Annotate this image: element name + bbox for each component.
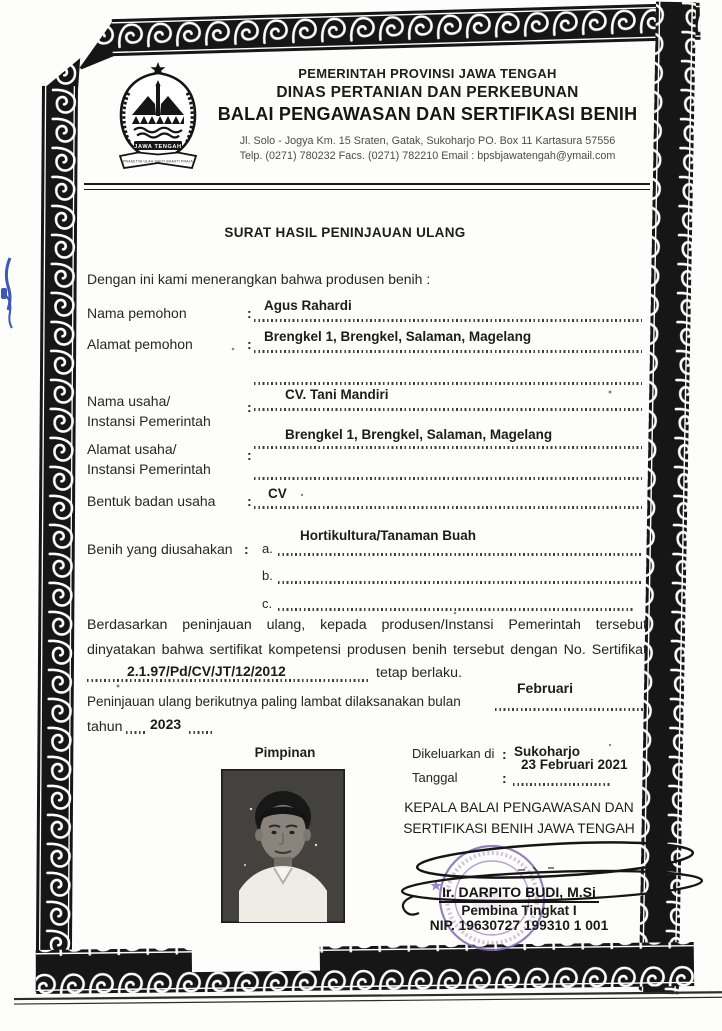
colon: : <box>247 447 252 463</box>
emblem-banner-text: JAWA TENGAH <box>134 144 182 150</box>
field-label-nama-usaha-2: Instansi Pemerintah <box>87 413 211 429</box>
certificate-number: 2.1.97/Pd/CV/JT/12/2012 <box>127 663 286 679</box>
dotted-line <box>126 731 147 734</box>
date-label: Tanggal <box>412 770 458 785</box>
field-label-alamat-usaha-1: Alamat usaha/ <box>87 441 177 457</box>
dotted-line <box>278 553 642 556</box>
closing-paragraph-line2: dinyatakan bahwa sertifikat kompetensi produsen benih tersebut dengan No. Sertifikat <box>87 642 647 658</box>
letterhead-government-line: PEMERINTAH PROVINSI JAWA TENGAH <box>298 66 557 81</box>
blue-ink-mark <box>1 258 12 328</box>
dotted-line <box>254 319 642 322</box>
field-value-alamat-usaha: Brengkel 1, Brengkel, Salaman, Magelang <box>285 427 553 442</box>
dotted-line <box>254 350 642 353</box>
certificate-suffix: tetap berlaku. <box>376 665 462 681</box>
colon: : <box>502 746 507 762</box>
benih-item-c: c. <box>262 596 273 611</box>
field-value-bentuk-badan: CV <box>268 486 287 501</box>
letterhead-divider-rule <box>84 183 650 190</box>
colon: : <box>244 541 249 557</box>
border-bottom-band <box>36 942 694 994</box>
dotted-line <box>513 783 610 786</box>
authority-line2: SERTIFIKASI BENIH JAWA TENGAH <box>403 821 635 836</box>
signer-name <box>398 884 640 903</box>
signer-nip: NIP. 19630727 199310 1 001 <box>429 918 609 933</box>
dotted-line <box>254 506 642 509</box>
bottom-double-line <box>14 991 722 1004</box>
dotted-line <box>278 608 634 611</box>
field-label-nama-pemohon: Nama pemohon <box>87 305 187 321</box>
dotted-line <box>278 581 642 584</box>
pimpinan-label: Pimpinan <box>254 745 316 760</box>
intro-line: Dengan ini kami menerangkan bahwa produsen benih : <box>87 271 431 287</box>
field-label-benih: Benih yang diusahakan <box>87 541 233 557</box>
dotted-line <box>254 408 642 411</box>
dotted-line <box>254 477 642 480</box>
border-left-band <box>36 58 81 992</box>
dotted-line <box>87 679 369 682</box>
authority-line1: KEPALA BALAI PENGAWASAN DAN <box>404 800 634 815</box>
colon: : <box>502 770 507 786</box>
letterhead-contact-line: Telp. (0271) 780232 Facs. (0271) 782210 Email : bpsbjawatengah@ymail.com <box>239 150 616 162</box>
leader-photo <box>221 769 345 923</box>
field-label-alamat-pemohon: Alamat pemohon <box>87 336 193 352</box>
closing-paragraph-line1: Berdasarkan peninjauan ulang, kepada produsen/Instansi Pemerintah tersebut <box>87 617 647 633</box>
signer-rank: Pembina Tingkat I <box>461 903 577 918</box>
benih-item-a: a. <box>262 541 273 556</box>
field-label-nama-usaha-1: Nama usaha/ <box>87 393 171 409</box>
field-label-alamat-usaha-2: Instansi Pemerintah <box>87 461 211 477</box>
field-value-benih-a: Hortikultura/Tanaman Buah <box>300 528 477 543</box>
issued-at-label: Dikeluarkan di <box>412 746 495 761</box>
emblem-motto-text: PRASETYA ULAH SAKTI BHAKTI PRAJA <box>123 159 193 164</box>
benih-item-b: b. <box>262 568 273 583</box>
field-value-nama-pemohon: Agus Rahardi <box>264 298 352 313</box>
year-value: 2023 <box>150 716 182 732</box>
issue-date-value: 23 Februari 2021 <box>521 757 628 772</box>
field-value-nama-usaha: CV. Tani Mandiri <box>285 387 389 402</box>
signer-name-text: Ir. DARPITO BUDI, M.Si <box>439 884 599 903</box>
field-label-bentuk-badan: Bentuk badan usaha <box>87 493 216 509</box>
colon: : <box>247 493 252 509</box>
document-title: SURAT HASIL PENINJAUAN ULANG <box>224 225 466 240</box>
dotted-line <box>254 446 642 449</box>
colon: : <box>247 336 252 352</box>
colon: : <box>247 399 252 415</box>
review-month: Februari <box>517 680 574 696</box>
review-line: Peninjauan ulang berikutnya paling lambat dilaksanakan bulan <box>87 694 461 709</box>
letterhead-department-line: DINAS PERTANIAN DAN PERKEBUNAN <box>276 84 579 101</box>
letterhead-address-line: Jl. Solo - Jogya Km. 15 Sraten, Gatak, Sukoharjo PO. Box 11 Kartasura 57556 <box>239 135 616 147</box>
issued-at-value: Sukoharjo <box>514 744 581 759</box>
dotted-line <box>189 731 213 734</box>
year-label: tahun <box>87 719 123 735</box>
letterhead-office-line: BALAI PENGAWASAN DAN SERTIFIKASI BENIH <box>217 104 638 124</box>
field-value-alamat-pemohon: Brengkel 1, Brengkel, Salaman, Magelang <box>264 329 532 344</box>
jawa-tengah-emblem <box>108 60 208 172</box>
dotted-line <box>495 708 645 711</box>
scan-white-patch <box>192 941 320 973</box>
colon: : <box>247 305 252 321</box>
dotted-line <box>254 382 642 385</box>
